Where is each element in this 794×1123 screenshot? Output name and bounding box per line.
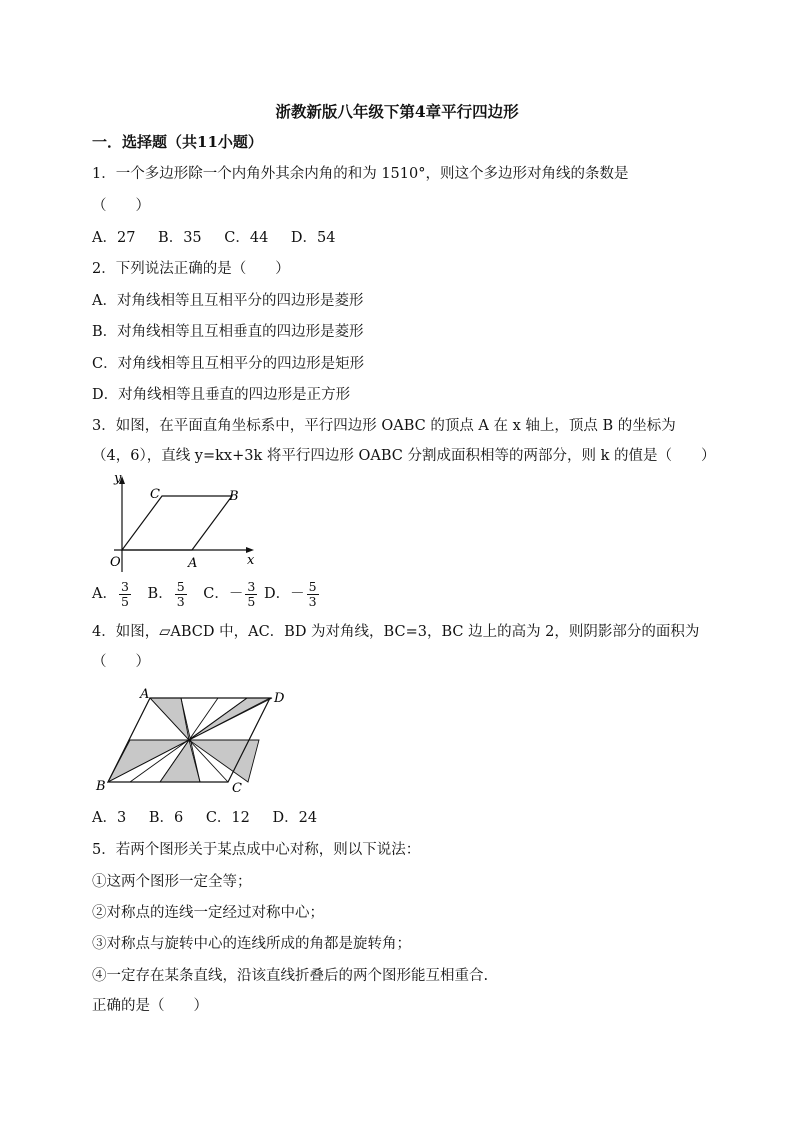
q3-label-b: B — [229, 489, 239, 504]
q4-label-a: A — [140, 687, 150, 702]
q1-option-d: D．54 — [290, 230, 336, 246]
q3-option-a-fraction — [119, 580, 131, 609]
q4-option-a: A．3 — [92, 810, 127, 826]
q4-options — [92, 808, 335, 828]
q1-option-a: A．27 — [92, 230, 136, 246]
q3-label-a: A — [188, 556, 198, 571]
q4-stem: 4．如图，▱ABCD 中，AC．BD 为对角线，BC=3，BC 边上的高为 2，则阴影部分的面积为 — [92, 624, 700, 640]
q3-parallelogram — [122, 496, 232, 550]
q3-stem-line2: （4，6），直线 y=kx+3k 将平行四边形 OABC 分割成面积相等的两部分，则 k 的值是（ ） — [92, 448, 716, 464]
q3-option-b-den: 3 — [176, 593, 185, 609]
q3-label-x: x — [247, 553, 255, 568]
q4-label-c: C — [232, 781, 242, 796]
q2-option-a: A．对角线相等且互相平分的四边形是菱形 — [92, 293, 364, 309]
q3-option-b — [147, 578, 194, 609]
q4-shade-3 — [189, 740, 259, 782]
q5-item-3: ③对称点与旋转中心的连线所成的角都是旋转角； — [92, 936, 411, 952]
q3-option-d-fraction — [307, 580, 319, 609]
q3-figure — [92, 472, 262, 582]
q4-figure — [92, 684, 302, 796]
q5-item-4: ④一定存在某条直线，沿该直线折叠后的两个图形能互相重合. — [92, 968, 489, 984]
q3-stem-line1: 3．如图，在平面直角坐标系中，平行四边形 OABC 的顶点 A 在 x 轴上，顶点 B 的坐标为 — [92, 418, 676, 434]
q1-options — [92, 228, 354, 248]
q5-ask: 正确的是（ ） — [92, 998, 208, 1014]
q3-option-b-fraction — [175, 580, 187, 609]
q1-option-c: C．44 — [224, 230, 269, 246]
q3-option-c-label: C．－ — [203, 586, 244, 602]
q3-option-c-num: 3 — [247, 578, 256, 594]
q2-stem: 2．下列说法正确的是（ ） — [92, 261, 290, 277]
q3-option-a-den: 5 — [120, 593, 129, 609]
q5-item-1: ①这两个图形一定全等； — [92, 874, 252, 890]
q4-option-b: B．6 — [148, 810, 184, 826]
q3-label-c: C — [150, 487, 160, 502]
q5-item-2: ②对称点的连线一定经过对称中心； — [92, 905, 324, 921]
section-heading: 一．选择题（共11小题） — [92, 133, 263, 151]
q2-option-b: B．对角线相等且互相垂直的四边形是菱形 — [92, 324, 364, 340]
q3-option-a-num: 3 — [120, 578, 129, 594]
q1-stem: 1．一个多边形除一个内角外其余内角的和为 1510°，则这个多边形对角线的条数是 — [92, 166, 629, 182]
q3-option-c-fraction — [245, 580, 257, 609]
q5-stem: 5．若两个图形关于某点成中心对称，则以下说法： — [92, 842, 421, 858]
q3-option-c-den: 5 — [247, 593, 256, 609]
q3-options — [92, 579, 321, 609]
q4-label-d: D — [274, 691, 285, 706]
q3-option-d-den: 3 — [308, 593, 317, 609]
q4-option-d: D．24 — [272, 810, 318, 826]
q3-option-d-label: D．－ — [263, 586, 305, 602]
q4-label-b: B — [96, 779, 106, 794]
q3-option-d — [263, 578, 321, 609]
q1-option-b: B．35 — [158, 230, 202, 246]
q3-option-a — [92, 578, 138, 609]
q3-option-d-num: 5 — [308, 578, 317, 594]
q3-option-a-label: A． — [92, 586, 117, 602]
q1-paren: （ ） — [92, 198, 150, 214]
q2-option-d: D．对角线相等且垂直的四边形是正方形 — [92, 387, 351, 403]
q3-option-c — [203, 578, 264, 609]
q3-label-y: y — [114, 472, 122, 486]
q2-option-c: C．对角线相等且互相平分的四边形是矩形 — [92, 356, 365, 372]
page-title: 浙教新版八年级下第4章平行四边形 — [275, 102, 519, 121]
q3-label-o: O — [110, 555, 121, 570]
q4-option-c: C．12 — [205, 810, 250, 826]
q3-option-b-label: B． — [147, 586, 173, 602]
q4-paren: （ ） — [92, 654, 150, 670]
q3-option-b-num: 5 — [176, 578, 185, 594]
